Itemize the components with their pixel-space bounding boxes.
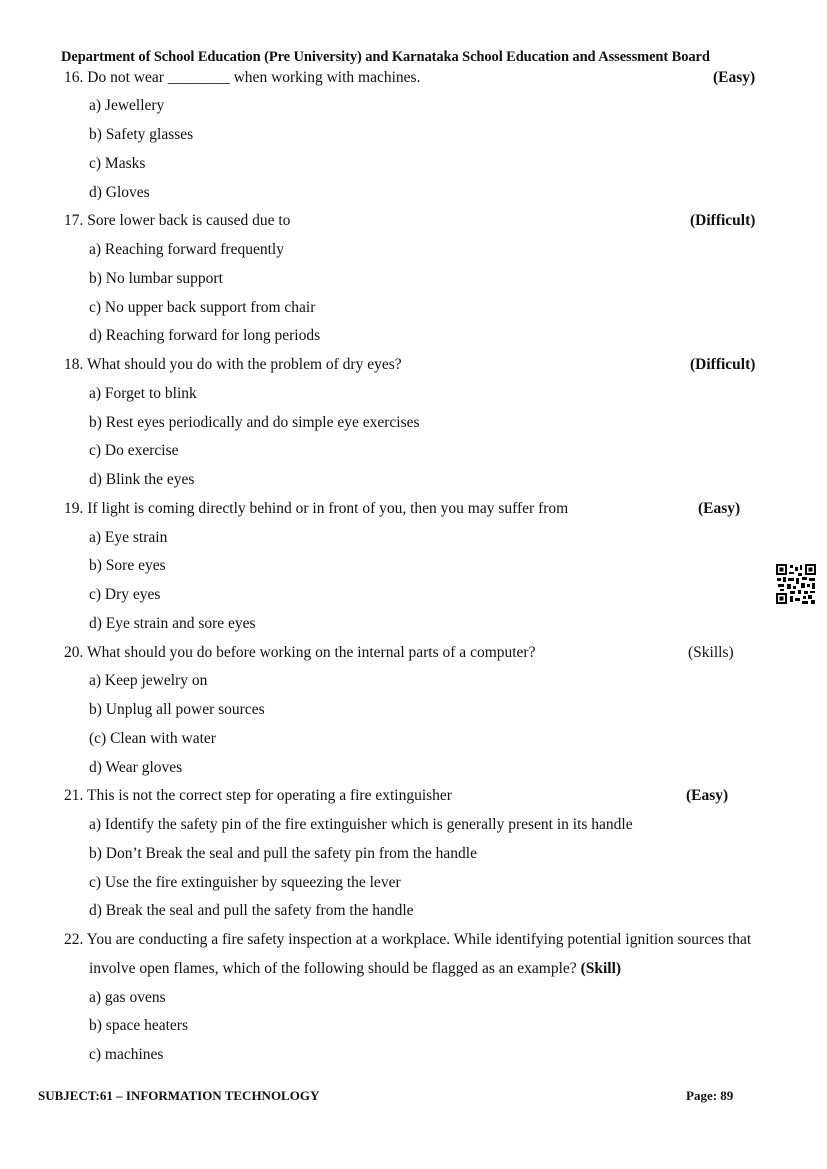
option-17a: a) Reaching forward frequently [89,241,284,258]
difficulty-badge: (Skill) [580,960,622,977]
question-18 [64,356,756,374]
difficulty-badge: (Easy) [713,69,756,86]
option-16d: d) Gloves [89,184,150,201]
question-text: 17. Sore lower back is caused due to [64,212,291,229]
question-text-continued: involve open flames, which of the following should be flagged as an example? [89,960,577,977]
option-17d: d) Reaching forward for long periods [89,327,321,344]
option-18d: d) Blink the eyes [89,471,195,488]
difficulty-badge: (Easy) [686,787,729,804]
difficulty-badge: (Easy) [698,500,741,517]
question-17 [64,212,756,230]
option-22a: a) gas ovens [89,989,166,1006]
question-22 [64,931,751,949]
page-header: Department of School Education (Pre University) and Karnataka School Education and Assessment Board [61,49,710,65]
option-22c: c) machines [89,1046,164,1063]
question-text: 16. Do not wear ________ when working with machines. [64,69,421,86]
footer-page-number: Page: 89 [686,1088,734,1103]
option-21a: a) Identify the safety pin of the fire extinguisher which is generally present in its handle [89,816,633,833]
question-19 [64,500,741,518]
option-20d: d) Wear gloves [89,759,183,776]
option-20a: a) Keep jewelry on [89,672,208,689]
qr-code-icon [776,564,816,604]
question-21 [64,787,729,805]
option-21c: c) Use the fire extinguisher by squeezing the lever [89,874,401,891]
option-22b: b) space heaters [89,1017,188,1034]
question-16 [64,69,756,87]
option-18c: c) Do exercise [89,442,179,459]
option-19d: d) Eye strain and sore eyes [89,615,256,632]
question-text: 22. You are conducting a fire safety inspection at a workplace. While identifying potential ignition sources that [64,931,752,948]
option-16c: c) Masks [89,155,146,172]
difficulty-badge: (Skills) [688,644,734,661]
question-text: 18. What should you do with the problem of dry eyes? [64,356,402,373]
footer-subject: SUBJECT:61 – INFORMATION TECHNOLOGY [38,1088,320,1103]
option-21b: b) Don’t Break the seal and pull the safety pin from the handle [89,845,477,862]
question-text: 19. If light is coming directly behind or in front of you, then you may suffer from [64,500,569,517]
option-17c: c) No upper back support from chair [89,299,316,316]
option-19b: b) Sore eyes [89,557,166,574]
difficulty-badge: (Difficult) [690,212,756,229]
question-22-continuation [89,960,621,978]
option-18a: a) Forget to blink [89,385,197,402]
question-20 [64,644,734,662]
option-16b: b) Safety glasses [89,126,194,143]
difficulty-badge: (Difficult) [690,356,756,373]
option-19c: c) Dry eyes [89,586,161,603]
option-20b: b) Unplug all power sources [89,701,265,718]
option-18b: b) Rest eyes periodically and do simple eye exercises [89,414,420,431]
question-text: 20. What should you do before working on the internal parts of a computer? [64,644,536,661]
question-text: 21. This is not the correct step for operating a fire extinguisher [64,787,452,804]
option-17b: b) No lumbar support [89,270,223,287]
option-19a: a) Eye strain [89,529,168,546]
option-16a: a) Jewellery [89,97,165,114]
option-21d: d) Break the seal and pull the safety from the handle [89,902,414,919]
option-20c: (c) Clean with water [89,730,216,747]
